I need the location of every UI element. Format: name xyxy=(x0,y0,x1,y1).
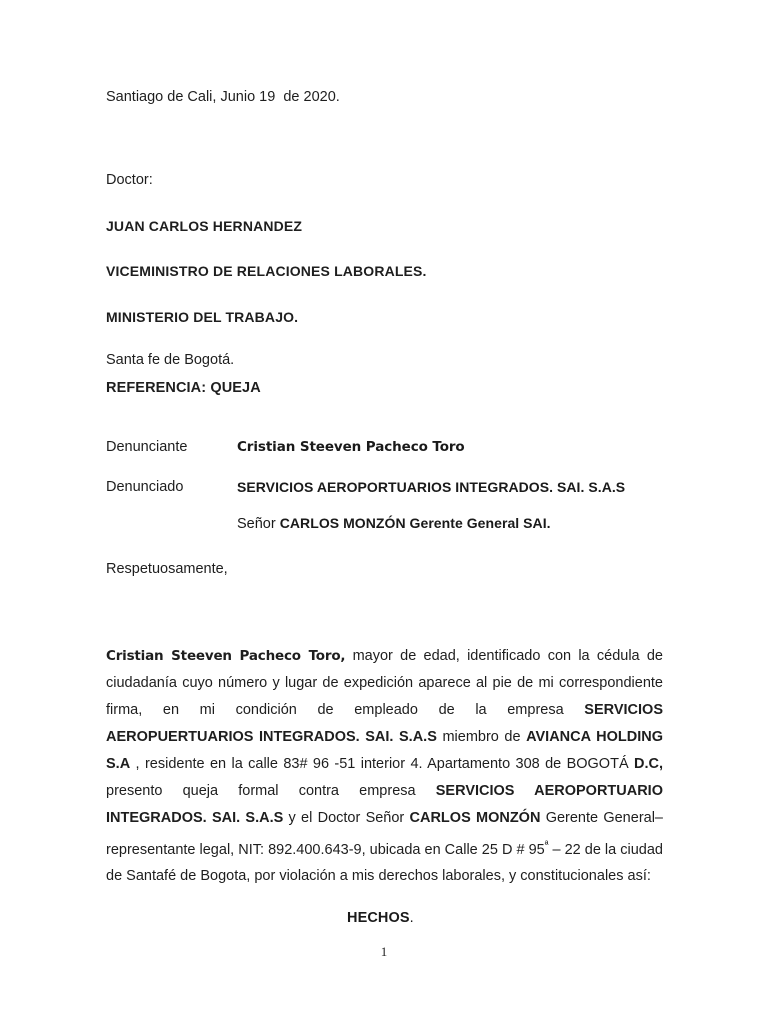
section-heading-hechos xyxy=(347,910,414,926)
reference-line: REFERENCIA: QUEJA xyxy=(106,380,261,396)
party-extra-prefix: Señor xyxy=(237,516,280,532)
body-company-2: AVIANCA HOLDING S.A xyxy=(106,728,663,772)
section-heading-period: . xyxy=(409,910,414,926)
closing-opener: Respetuosamente, xyxy=(106,561,228,577)
salutation-line: Doctor: xyxy=(106,172,153,188)
city-line: Santa fe de Bogotá. xyxy=(106,352,235,368)
body-segment-6: Gerente General– representante legal, NIT: 892.400.643-9, ubicada en Calle 25 D # 95 xyxy=(106,809,663,858)
party-value-denunciado: SERVICIOS AEROPORTUARIOS INTEGRADOS. SAI. S.A.S xyxy=(237,479,626,495)
body-segment-5: y el Doctor Señor xyxy=(283,809,410,826)
page-number: 1 xyxy=(380,944,388,959)
body-segment-2: miembro de xyxy=(436,728,527,745)
party-value-denunciante: Cristian Steeven Pacheco Toro xyxy=(237,439,465,455)
body-segment-4: presento queja formal contra empresa xyxy=(106,782,436,799)
body-segment-3: , residente en la calle 83# 96 -51 interior 4. Apartamento 308 de BOGOTÁ xyxy=(130,755,634,772)
party-label-denunciante: Denunciante xyxy=(106,439,188,455)
body-segment-1: mayor de edad, identificado con la cédula de ciudadanía cuyo número y lugar de expedición aparece al pie de mi correspondiente firma, en mi condición de empleado de la empresa xyxy=(106,647,663,718)
body-applicant-name: Cristian Steeven Pacheco Toro, xyxy=(106,647,346,664)
party-extra-line xyxy=(237,515,551,532)
body-company-1: SERVICIOS AEROPUERTUARIOS INTEGRADOS. SAI. S.A.S xyxy=(106,701,663,745)
body-ordinal-indicator: ª xyxy=(544,839,549,851)
body-company-3: SERVICIOS AEROPORTUARIO INTEGRADOS. SAI. S.A.S xyxy=(106,782,663,826)
body-dc: D.C, xyxy=(634,755,663,772)
body-segment-7: – 22 de la ciudad de Santafé de Bogota, por violación a mis derechos laborales, y constitucionales así: xyxy=(106,841,663,885)
party-extra-value: CARLOS MONZÓN Gerente General SAI. xyxy=(279,515,551,531)
party-label-denunciado: Denunciado xyxy=(106,479,184,495)
date-line: Santiago de Cali, Junio 19 de 2020. xyxy=(106,89,340,105)
body-paragraph xyxy=(106,643,663,891)
addressee-institution: MINISTERIO DEL TRABAJO. xyxy=(106,309,299,325)
addressee-name: JUAN CARLOS HERNANDEZ xyxy=(106,218,303,234)
addressee-position: VICEMINISTRO DE RELACIONES LABORALES. xyxy=(106,263,427,279)
body-person-name: CARLOS MONZÓN xyxy=(409,809,541,826)
section-heading-text: HECHOS xyxy=(347,910,410,926)
